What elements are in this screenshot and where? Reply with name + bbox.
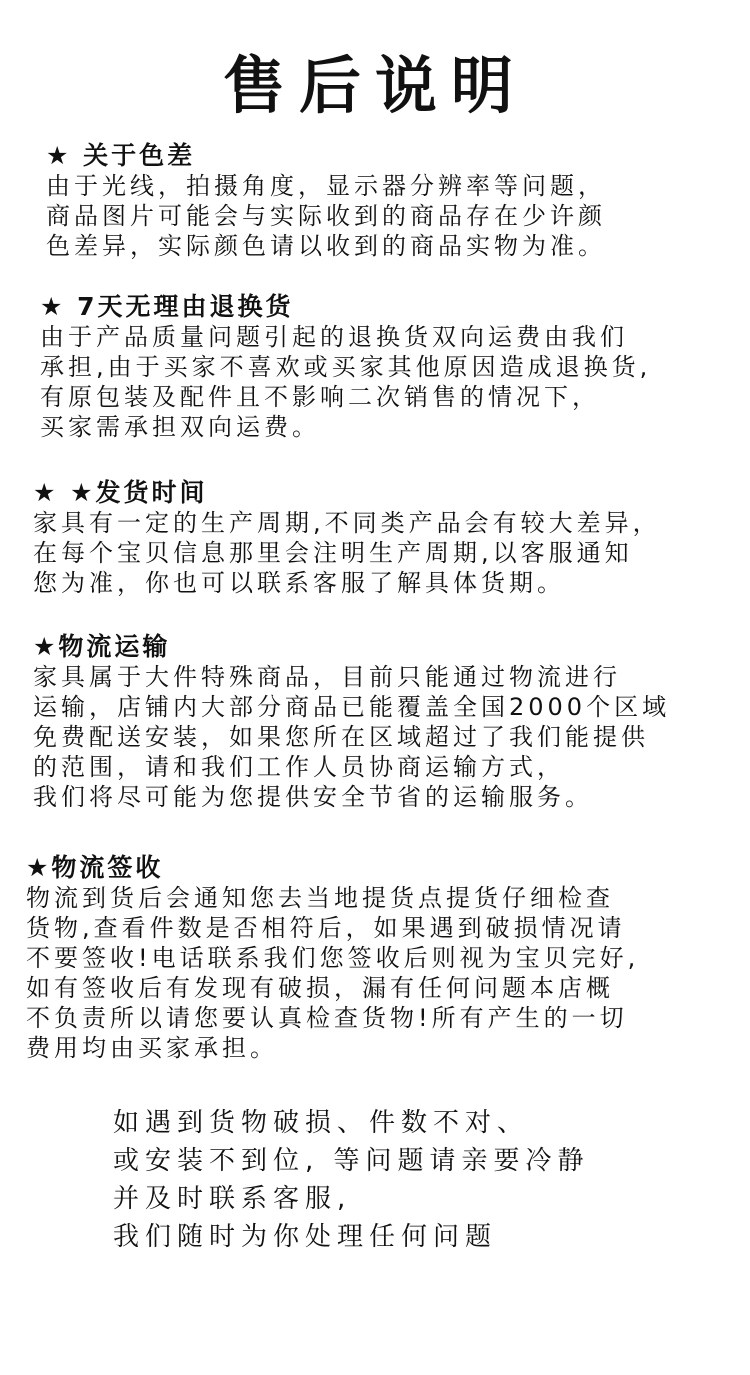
closing-line: 并及时联系客服, <box>113 1184 352 1214</box>
section-line: 您为准，你也可以联系客服了解具体货期。 <box>33 569 565 597</box>
section-heading: ★ 7天无理由退换货 <box>40 292 294 321</box>
closing-line: 我们随时为你处理任何问题 <box>113 1222 498 1252</box>
section-line: 买家需承担双向运费。 <box>40 413 320 441</box>
section-line: 我们将尽可能为您提供安全节省的运输服务。 <box>33 783 593 811</box>
section-line: 免费配送安装，如果您所在区域超过了我们能提供 <box>33 723 649 751</box>
section-line: 不负责所以请您要认真检查货物!所有产生的一切 <box>26 1004 628 1032</box>
closing-line: 或安装不到位, 等问题请亲要冷静 <box>113 1146 590 1176</box>
closing-note <box>113 1104 590 1256</box>
section-line: 货物,查看件数是否相符后，如果遇到破损情况请 <box>26 914 626 942</box>
section-seven-day-return <box>40 291 651 442</box>
section-line: 家具属于大件特殊商品，目前只能通过物流进行 <box>33 663 621 691</box>
section-line: 有原包装及配件且不影响二次销售的情况下， <box>40 383 600 411</box>
section-heading: ★ ★发货时间 <box>33 478 208 507</box>
section-line: 不要签收!电话联系我们您签收后则视为宝贝完好, <box>26 944 640 972</box>
section-line: 商品图片可能会与实际收到的商品存在少许颜 <box>46 202 606 230</box>
section-line: 由于光线，拍摄角度，显示器分辨率等问题， <box>46 172 606 200</box>
section-line: 费用均由买家承担。 <box>26 1034 278 1062</box>
section-line: 如有签收后有发现有破损，漏有任何问题本店概 <box>26 974 614 1002</box>
closing-line: 如遇到货物破损、件数不对、 <box>113 1108 530 1138</box>
section-heading: ★ 关于色差 <box>46 141 196 170</box>
section-line: 由于产品质量问题引起的退换货双向运费由我们 <box>40 323 628 351</box>
section-line: 家具有一定的生产周期,不同类产品会有较大差异， <box>33 509 661 537</box>
section-line: 的范围，请和我们工作人员协商运输方式， <box>33 753 565 781</box>
section-color-difference <box>46 140 606 261</box>
section-line: 色差异，实际颜色请以收到的商品实物为准。 <box>46 232 606 260</box>
section-line: 承担,由于买家不喜欢或买家其他原因造成退换货, <box>40 353 652 381</box>
section-logistics-transport <box>33 631 670 812</box>
section-logistics-signoff <box>26 852 639 1063</box>
page-title: 售后说明 <box>222 49 527 122</box>
section-shipping-time <box>33 477 661 598</box>
section-line: 运输，店铺内大部分商品已能覆盖全国2000个区域 <box>33 693 671 721</box>
section-heading: ★物流签收 <box>26 853 164 882</box>
section-line: 物流到货后会通知您去当地提货点提货仔细检查 <box>26 884 614 912</box>
section-line: 在每个宝贝信息那里会注明生产周期,以客服通知 <box>33 539 633 567</box>
section-heading: ★物流运输 <box>33 632 171 661</box>
